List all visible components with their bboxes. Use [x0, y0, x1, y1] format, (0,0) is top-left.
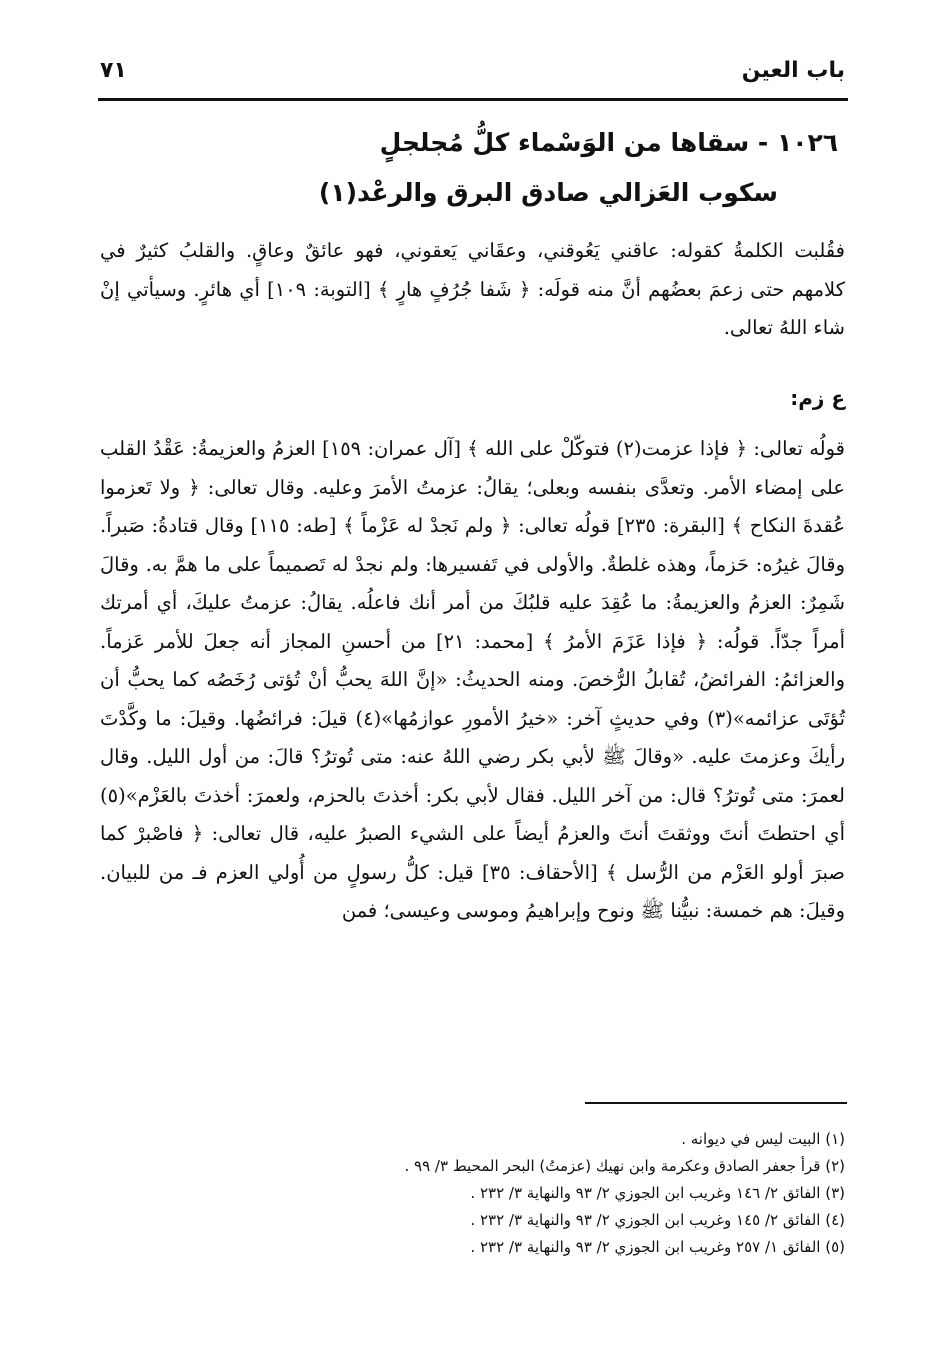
footnote-3: (٣) الفائق ٢/ ١٤٦ وغريب ابن الجوزي ٢/ ٩٣ والنهاية ٣/ ٢٣٢ .	[470, 1184, 845, 1202]
verse-line-2: سكوب العَزالي صادق البرق والرعْد(١)	[318, 178, 778, 207]
footnote-4: (٤) الفائق ٢/ ١٤٥ وغريب ابن الجوزي ٢/ ٩٣ والنهاية ٣/ ٢٣٢ .	[470, 1211, 845, 1229]
paragraph-1: فقُلبت الكلمةُ كقوله: عاقني يَعُوقني، وعقَاني يَعقوني، فهو عائقٌ وعاقٍ. والقلبُ كثيرٌ في كلامهم حتى زعمَ بعضُهم أنَّ منه قولَه: ﴿ شَفا جُرُفٍ هارٍ ﴾ [التوبة: ١٠٩] أي هائرٍ. وسيأتي إنْ شاء اللهُ تعالى.	[100, 239, 845, 339]
footnote-1: (١) البيت ليس في ديوانه .	[681, 1130, 845, 1148]
footnote-2: (٢) قرأ جعفر الصادق وعكرمة وابن نهيك (عزمتُ) البحر المحيط ٣/ ٩٩ .	[404, 1157, 845, 1175]
footnote-divider	[585, 1102, 847, 1104]
paragraph-2: قولُه تعالى: ﴿ فإذا عزمت(٢) فتوكّلْ على الله ﴾ [آل عمران: ١٥٩] العزمُ والعزيمةُ: عَقْدُ القلب على إمضاء الأمر. وتعدَّى بنفسه وبعلى؛ يقالُ: عزمتُ الأمرَ وعليه. وقال تعالى: ﴿ ولا تَعزموا عُقدةَ النكاح ﴾ [البقرة: ٢٣٥] قولُه تعالى: ﴿ ولم نَجدْ له عَزْماً ﴾ [طه: ١١٥] وقال قتادةُ: صَبراً. وقالَ غيرُه: حَزماً، وهذه غلطةٌ. والأولى في تَفسيرها: ولم نجدْ له تَصميماً على ما همَّ به. وقالَ شَمِرٌ: العزمُ والعزيمةُ: ما عُقِدَ عليه قلبُكَ من أمر أنك فاعلُه. يقالُ: عزمتُ عليكَ، أي أمرتك أمراً جدّاً. قولُه: ﴿ فإذا عَزَمَ الأمرُ ﴾ [محمد: ٢١] من أحسنِ المجاز أنه جعلَ للأمر عَزماً. والعزائمُ: الفرائضُ، تُقابلُ الرُّخصَ. ومنه الحديثُ: «إنَّ اللهَ يحبُّ أنْ تُؤتى رُخَصُه كما يحبُّ أن تُؤتَى عزائمه»(٣) وفي حديثٍ آخر: «خيرُ الأمورِ عوازمُها»(٤) قيلَ: فرائضُها. وقيلَ: ما وكَّدْتَ رأيكَ وعزمتَ عليه. «وقالَ ﷺ لأبي بكر رضي اللهُ عنه: متى تُوترُ؟ قالَ: من أول الليل. وقال لعمرَ: متى تُوترُ؟ قال: من آخر الليل. فقال لأبي بكر: أخذتَ بالحزم، ولعمرَ: أخذتَ بالعَزْم»(٥) أي احتطتَ أنتَ ووثقتَ أنتَ والعزمُ أيضاً على الشيء الصبرُ عليه، قال تعالى: ﴿ فاصْبرْ كما صبرَ أولو العَزْم من الرُّسل ﴾ [الأحقاف: ٣٥] قيل: كلُّ رسولٍ من أُولي العزم فـ من للبيان. وقيلَ: هم خمسة: نبيُّنا ﷺ ونوح وإبراهيمُ وموسى وعيسى؛ فمن	[100, 437, 846, 922]
page-number: ٧١	[100, 58, 127, 83]
footnote-5: (٥) الفائق ١/ ٢٥٧ وغريب ابن الجوزي ٢/ ٩٣ والنهاية ٣/ ٢٣٢ .	[470, 1238, 845, 1256]
root-heading: ع زم:	[790, 386, 845, 410]
chapter-title: باب العين	[741, 58, 845, 83]
verse-line-1: ١٠٢٦ - سقاها من الوَسْماء كلُّ مُجلجلٍ	[379, 128, 838, 157]
page-header	[100, 58, 845, 98]
footnotes	[100, 1126, 845, 1261]
header-divider	[98, 98, 848, 101]
